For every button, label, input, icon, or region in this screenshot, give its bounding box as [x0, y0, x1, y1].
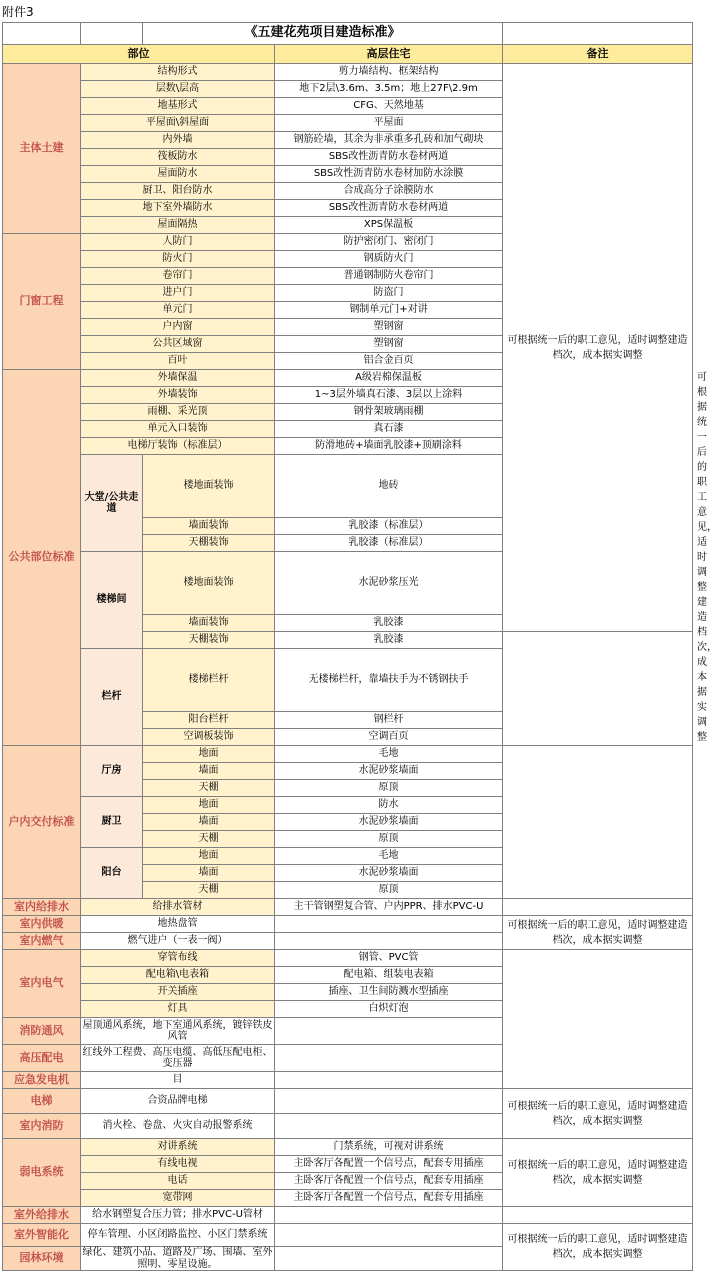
- item-label: 墙面: [143, 814, 275, 831]
- subgroup-cell: 阳台: [81, 848, 143, 899]
- subgroup-cell: 大堂/公共走道: [81, 455, 143, 552]
- item-label: 空调板装饰: [143, 729, 275, 746]
- item-label: 外墙保温: [81, 370, 275, 387]
- item-label: 户内窗: [81, 319, 275, 336]
- item-value-empty: [275, 1207, 503, 1224]
- item-label: 配电箱\电表箱: [81, 967, 275, 984]
- item-value: 塑钢窗: [275, 336, 503, 353]
- category-cell: 园林环境: [3, 1247, 81, 1271]
- item-value: 防滑地砖+墙面乳胶漆+顶刷涂料: [275, 438, 503, 455]
- item-value-empty: [275, 1224, 503, 1247]
- item-value: 水泥砂浆压光: [275, 552, 503, 615]
- item-value-empty: [275, 933, 503, 950]
- item-value-empty: [275, 1045, 503, 1072]
- item-label: 外墙装饰: [81, 387, 275, 404]
- item-value: 主卧客厅各配置一个信号点，配套专用插座: [275, 1156, 503, 1173]
- category-cell: 户内交付标准: [3, 746, 81, 899]
- category-cell: 门窗工程: [3, 234, 81, 370]
- item-value: 钢骨架玻璃雨棚: [275, 404, 503, 421]
- item-value: 停车管理、小区闭路监控、小区门禁系统: [81, 1224, 275, 1247]
- item-label: 电话: [81, 1173, 275, 1190]
- remark-empty: [503, 950, 693, 1089]
- item-value: 原顶: [275, 882, 503, 899]
- item-label: 楼地面装饰: [143, 552, 275, 615]
- item-label: 墙面装饰: [143, 518, 275, 535]
- item-label: 有线电视: [81, 1156, 275, 1173]
- item-value: 合资品牌电梯: [81, 1089, 275, 1114]
- item-value: 乳胶漆（标准层）: [275, 518, 503, 535]
- item-label: 楼地面装饰: [143, 455, 275, 518]
- document-title: 《五建花苑项目建造标准》: [143, 23, 503, 45]
- item-value: 主干管钢塑复合管、户内PPR、排水PVC-U: [275, 899, 503, 916]
- item-value: 钢质防火门: [275, 251, 503, 268]
- item-value: A级岩棉保温板: [275, 370, 503, 387]
- attachment-label: 附件3: [2, 5, 34, 19]
- item-label: 防火门: [81, 251, 275, 268]
- item-value: 钢管、PVC管: [275, 950, 503, 967]
- remark-note: 可根据统一后的职工意见，适时调整建造档次，成本据实调整: [503, 1089, 693, 1139]
- remark-note: 可根据统一后的职工意见，适时调整建造档次，成本据实调整: [503, 64, 693, 632]
- item-label: 厨卫、阳台防水: [81, 183, 275, 200]
- item-value: CFG、天然地基: [275, 98, 503, 115]
- remark-note: 可根据统一后的职工意见，适时调整建造档次，成本据实调整: [503, 1139, 693, 1207]
- item-label: 天棚装饰: [143, 535, 275, 552]
- item-label: 单元入口装饰: [81, 421, 275, 438]
- header-part: 部位: [3, 45, 275, 64]
- item-value: 1~3层外墙真石漆、3层以上涂料: [275, 387, 503, 404]
- standards-table: 《五建花苑项目建造标准》 部位 高层住宅 备注 主体土建 结构形式 剪力墙结构、框架结构 可根据统一后的职工意见，适时调整建造档次，成本据实调整 层数\层高 地下2层\3.6m、3.5m；地上27F\2.9m 地基形式 CFG、天然地基 平屋面\斜屋面 平屋面 内外墙 钢筋砼墙，其余为非承重多孔砖和加气砌块 筏板防水 SBS改性沥青防水卷材两道 屋面防水 SBS改性沥青防水卷材加防水涂膜 厨卫、阳台防水 合成高分子涂膜防水 地下室外墙防水 SBS改性沥青防水卷材两道 屋面隔热 XPS保温板 门窗工程 人防门 防护密闭门、密闭门 防火门 钢质防火门 卷帘门 普通钢制防火卷帘门 进户门 防盗门 单元门 钢制单元门+对讲 户内窗 塑钢窗 公共区域窗 塑钢窗 百叶 铝合金百页 公共部位标准 外墙保温 A级岩棉保温板 可根据统一后的职工意见，适时调整建造档次，成本据实调整 外墙装饰 1~3层外墙真石漆、3层以上涂料 雨棚、采光顶 钢骨架玻璃雨棚 单元入口装饰 真石漆 电梯厅装饰（标准层） 防滑地砖+墙面乳胶漆+顶刷涂料 大堂/公共走道 楼地面装饰 地砖 墙面装饰 乳胶漆（标准层） 天棚装饰 乳胶漆（标准层） 楼梯间 楼地面装饰 水泥砂浆压光 墙面装饰 乳胶漆 天棚装饰 乳胶漆 栏杆 楼梯栏杆 无楼梯栏杆，靠墙扶手为不锈钢扶手 阳台栏杆 钢栏杆 空调板装饰 空调百页 户内交付标准 厅房 地面 毛地 墙面 水泥砂浆墙面 天棚 原顶 厨卫 地面 防水 墙面 水泥砂浆墙面 天棚 原顶 阳台 地面 毛地 墙面 水泥砂浆墙面 天棚 原顶 室内给排水 给排水管材 主干管钢塑复合管、户内PPR、排水PVC-U 室内供暖 地热盘管 可根据统一后的职工意见，适时调整建造档次，成本据实调整 室内燃气 燃气进户（一表一阀） 室内电气 穿管布线 钢管、PVC管 配电箱\电表箱 配电箱、组装电表箱 开关插座 插座、卫生间防溅水型插座 灯具 白炽灯泡 消防通风 屋顶通风系统，地下室通风系统，镀锌铁皮风管 高压配电 红线外工程费、高压电缆、高低压配电柜、变压器 应急发电机 目 电梯 合资品牌电梯 可根据统一后的职工意见，适时调整建造档次，成本据实调整 室内消防 消火栓、卷盘、火灾自动报警系统 弱电系统 对讲系统 门禁系统，可视对讲系统 可根据统一后的职工意见，适时调整建造档次，成本据实调整 有线电视 主卧客厅各配置一个信号点，配套专用插座 电话 主卧客厅各配置一个信号点，配套专用插座 宽带网 主卧客厅各配置一个信号点，配套专用插座 室外给排水 给水钢塑复合压力管；排水PVC-U管材 室外智能化 停车管理、小区闭路监控、小区门禁系统 可根据统一后的职工意见，适时调整建造档次，成本据实调整 园林环境 绿化、建筑小品、道路及广场、围墙、室外照明、零星设施。: [2, 22, 693, 1271]
- item-label: 给排水管材: [81, 899, 275, 916]
- item-label: 平屋面\斜屋面: [81, 115, 275, 132]
- item-value-empty: [275, 1018, 503, 1045]
- blank-cell: [81, 23, 143, 45]
- item-value: 乳胶漆（标准层）: [275, 535, 503, 552]
- header-type: 高层住宅: [275, 45, 503, 64]
- item-value: 原顶: [275, 780, 503, 797]
- item-value: 合成高分子涂膜防水: [275, 183, 503, 200]
- blank-cell: [3, 23, 81, 45]
- blank-cell: [503, 23, 693, 45]
- item-label: 天棚: [143, 780, 275, 797]
- item-label: 穿管布线: [81, 950, 275, 967]
- category-cell: 室外智能化: [3, 1224, 81, 1247]
- item-label: 地面: [143, 746, 275, 763]
- item-value: 消火栓、卷盘、火灾自动报警系统: [81, 1114, 275, 1139]
- item-value: 防盗门: [275, 285, 503, 302]
- category-cell: 应急发电机: [3, 1072, 81, 1089]
- item-value: 乳胶漆: [275, 615, 503, 632]
- item-label: 层数\层高: [81, 81, 275, 98]
- item-label: 地面: [143, 797, 275, 814]
- category-cell: 室外给排水: [3, 1207, 81, 1224]
- item-value: 主卧客厅各配置一个信号点，配套专用插座: [275, 1173, 503, 1190]
- item-value: 白炽灯泡: [275, 1001, 503, 1018]
- item-label: 电梯厅装饰（标准层）: [81, 438, 275, 455]
- category-cell: 室内供暖: [3, 916, 81, 933]
- item-label: 结构形式: [81, 64, 275, 81]
- subgroup-cell: 栏杆: [81, 649, 143, 746]
- remark-empty: [503, 899, 693, 916]
- item-value: 地下2层\3.6m、3.5m；地上27F\2.9m: [275, 81, 503, 98]
- item-value: 燃气进户（一表一阀）: [81, 933, 275, 950]
- item-value: 平屋面: [275, 115, 503, 132]
- item-value-empty: [275, 1247, 503, 1271]
- category-cell: 弱电系统: [3, 1139, 81, 1207]
- item-value: 原顶: [275, 831, 503, 848]
- item-value-empty: [275, 1072, 503, 1089]
- item-value: 真石漆: [275, 421, 503, 438]
- item-label: 开关插座: [81, 984, 275, 1001]
- item-value: 绿化、建筑小品、道路及广场、围墙、室外照明、零星设施。: [82, 1247, 273, 1270]
- category-cell: 公共部位标准: [3, 370, 81, 746]
- remark-empty: [503, 1207, 693, 1224]
- item-value-empty: [275, 1089, 503, 1114]
- item-label: 阳台栏杆: [143, 712, 275, 729]
- item-label: 地基形式: [81, 98, 275, 115]
- category-cell: 消防通风: [3, 1018, 81, 1045]
- item-label: 楼梯栏杆: [143, 649, 275, 712]
- item-label: 天棚: [143, 831, 275, 848]
- item-value: 毛地: [275, 848, 503, 865]
- item-value: 空调百页: [275, 729, 503, 746]
- subgroup-cell: 厅房: [81, 746, 143, 797]
- item-label: 地下室外墙防水: [81, 200, 275, 217]
- item-value: SBS改性沥青防水卷材两道: [275, 149, 503, 166]
- category-cell: 室内电气: [3, 950, 81, 1018]
- item-label: 墙面装饰: [143, 615, 275, 632]
- item-label: 宽带网: [81, 1190, 275, 1207]
- category-cell: 室内给排水: [3, 899, 81, 916]
- item-label: 雨棚、采光顶: [81, 404, 275, 421]
- item-value: 地砖: [275, 455, 503, 518]
- remark-empty: [503, 746, 693, 899]
- item-label: 天棚装饰: [143, 632, 275, 649]
- category-cell: 电梯: [3, 1089, 81, 1114]
- item-label: 屋面防水: [81, 166, 275, 183]
- item-label: 单元门: [81, 302, 275, 319]
- header-remark: 备注: [503, 45, 693, 64]
- item-value: SBS改性沥青防水卷材加防水涂膜: [275, 166, 503, 183]
- item-label: 百叶: [81, 353, 275, 370]
- item-label: 灯具: [81, 1001, 275, 1018]
- item-label: 墙面: [143, 763, 275, 780]
- item-value: 红线外工程费、高压电缆、高低压配电柜、变压器: [81, 1045, 275, 1072]
- item-value: 毛地: [275, 746, 503, 763]
- category-cell: 高压配电: [3, 1045, 81, 1072]
- item-value: 乳胶漆: [275, 632, 503, 649]
- item-value: 插座、卫生间防溅水型插座: [275, 984, 503, 1001]
- item-value: 水泥砂浆墙面: [275, 763, 503, 780]
- item-label: 卷帘门: [81, 268, 275, 285]
- item-value: 剪力墙结构、框架结构: [275, 64, 503, 81]
- item-value: 目: [81, 1072, 275, 1089]
- remark-note: 可根据统一后的职工意见，适时调整建造档次，成本据实调整: [503, 1224, 693, 1271]
- item-label: 公共区域窗: [81, 336, 275, 353]
- item-value: 钢筋砼墙，其余为非承重多孔砖和加气砌块: [275, 132, 503, 149]
- item-value: XPS保温板: [275, 217, 503, 234]
- item-value: 水泥砂浆墙面: [275, 865, 503, 882]
- subgroup-cell: 厨卫: [81, 797, 143, 848]
- item-value: 钢栏杆: [275, 712, 503, 729]
- item-value: 主卧客厅各配置一个信号点，配套专用插座: [275, 1190, 503, 1207]
- item-value: 地热盘管: [81, 916, 275, 933]
- category-cell: 室内消防: [3, 1114, 81, 1139]
- item-value: 水泥砂浆墙面: [275, 814, 503, 831]
- item-value: 塑钢窗: [275, 319, 503, 336]
- item-label: 地面: [143, 848, 275, 865]
- category-cell: 室内燃气: [3, 933, 81, 950]
- item-label: 人防门: [81, 234, 275, 251]
- item-value: 普通钢制防火卷帘门: [275, 268, 503, 285]
- item-value: 钢制单元门+对讲: [275, 302, 503, 319]
- item-value-empty: [275, 1114, 503, 1139]
- item-value: 无楼梯栏杆，靠墙扶手为不锈钢扶手: [275, 649, 503, 712]
- item-value: 门禁系统，可视对讲系统: [275, 1139, 503, 1156]
- item-label: 天棚: [143, 882, 275, 899]
- item-label: 对讲系统: [81, 1139, 275, 1156]
- item-label: 进户门: [81, 285, 275, 302]
- item-value: SBS改性沥青防水卷材两道: [275, 200, 503, 217]
- item-value: 屋顶通风系统，地下室通风系统，镀锌铁皮风管: [81, 1018, 275, 1045]
- item-label: 内外墙: [81, 132, 275, 149]
- item-value: 防护密闭门、密闭门: [275, 234, 503, 251]
- subgroup-cell: 楼梯间: [81, 552, 143, 649]
- item-value: 防水: [275, 797, 503, 814]
- item-value: 给水钢塑复合压力管；排水PVC-U管材: [81, 1207, 275, 1224]
- item-label: 屋面隔热: [81, 217, 275, 234]
- item-value: 配电箱、组装电表箱: [275, 967, 503, 984]
- item-label: 筏板防水: [81, 149, 275, 166]
- remark-note: 可根据统一后的职工意见，适时调整建造档次，成本据实调整: [503, 916, 693, 950]
- item-value: 铝合金百页: [275, 353, 503, 370]
- item-value-empty: [275, 916, 503, 933]
- category-cell: 主体土建: [3, 64, 81, 234]
- item-label: 墙面: [143, 865, 275, 882]
